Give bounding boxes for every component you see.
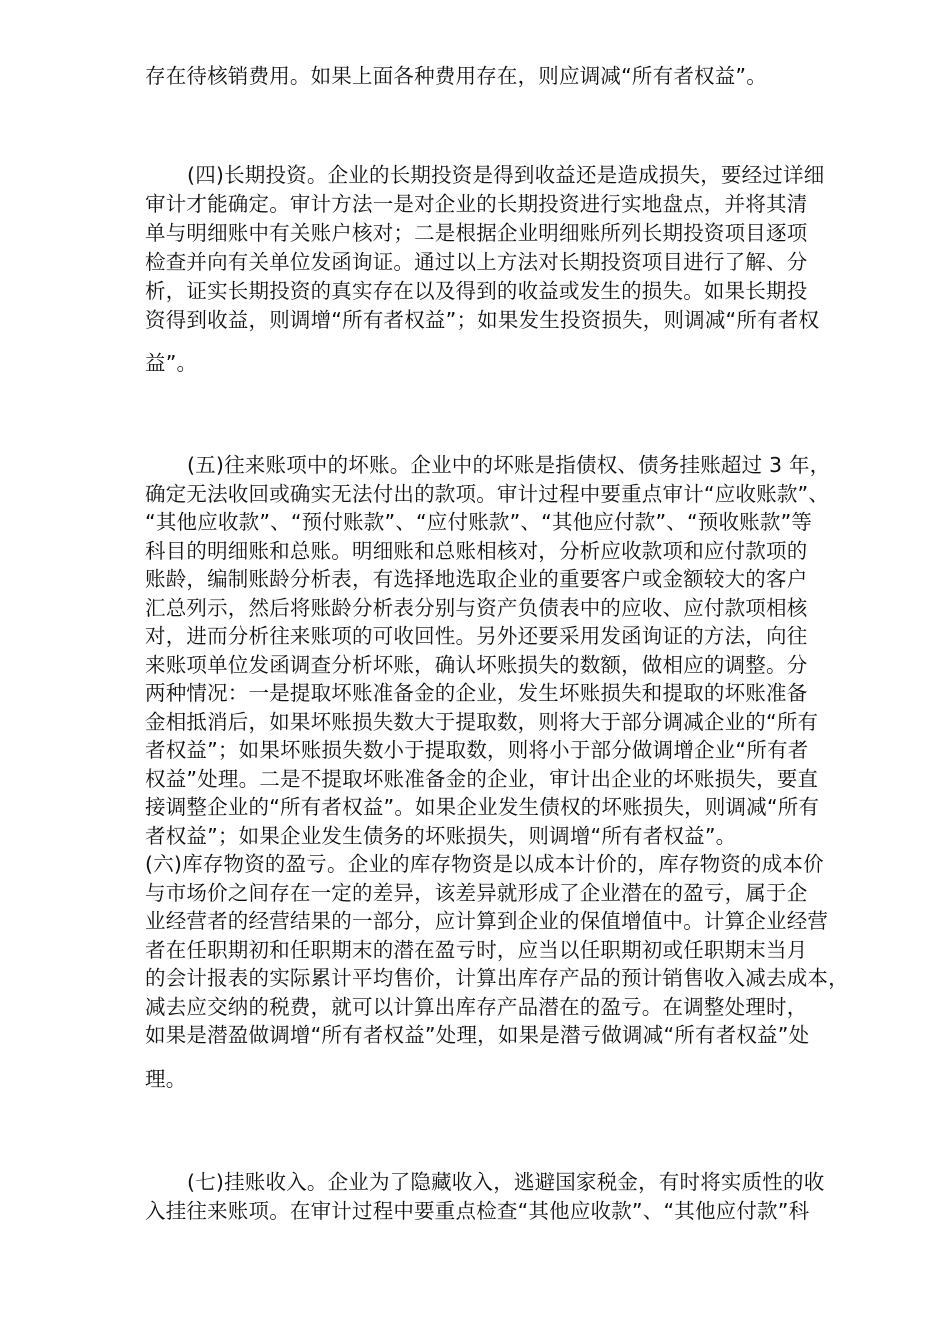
text-line: (六)库存物资的盈亏。企业的库存物资是以成本计价的，库存物资的成本价 (145, 852, 824, 876)
text-line: 金相抵消后，如果坏账损失数大于提取数，则将大于部分调减企业的“所有 (145, 710, 819, 734)
text-line: 析，证实长期投资的真实存在以及得到的收益或发生的损失。如果长期投 (145, 279, 808, 303)
text-line: 者在任职期初和任职期末的潜在盈亏时，应当以任职期初或任职期末当月 (145, 938, 808, 962)
text-line: 接调整企业的“所有者权益”。如果企业发生债权的坏账损失，则调减“所有 (145, 795, 820, 819)
text-line: 单与明细账中有关账户核对；二是根据企业明细账所列长期投资项目逐项 (145, 221, 808, 245)
text-line: 如果是潜盈做调增“所有者权益”处理，如果是潜亏做调减“所有者权益”处 (145, 1023, 810, 1047)
text-line: 科目的明细账和总账。明细账和总账相核对，分析应收款项和应付款项的 (145, 539, 808, 563)
text-line: 者权益”；如果企业发生债务的坏账损失，则调增“所有者权益”。 (145, 824, 737, 848)
text-line: 存在待核销费用。如果上面各种费用存在，则应调减“所有者权益”。 (145, 64, 767, 88)
text-line: 审计才能确定。审计方法一是对企业的长期投资进行实地盘点，并将其清 (145, 192, 808, 216)
text-line: 两种情况：一是提取坏账准备金的企业，发生坏账损失和提取的坏账准备 (145, 681, 808, 705)
text-line: “其他应收款”、“预付账款”、“应付账款”、“其他应付款”、“预收账款”等 (145, 510, 813, 534)
text-line: 汇总列示，然后将账龄分析表分别与资产负债表中的应收、应付款项相核 (145, 596, 808, 620)
text-line: 业经营者的经营结果的一部分，应计算到企业的保值增值中。计算企业经营 (145, 909, 829, 933)
text-line: (五)往来账项中的坏账。企业中的坏账是指债权、债务挂账超过 3 年， (187, 453, 831, 477)
text-line: 与市场价之间存在一定的差异，该差异就形成了企业潜在的盈亏，属于企 (145, 881, 808, 905)
text-line: 来账项单位发函调查分析坏账，确认坏账损失的数额，做相应的调整。分 (145, 653, 808, 677)
text-line: 对，进而分析往来账项的可收回性。另外还要采用发函询证的方法，向往 (145, 624, 808, 648)
text-line: 资得到收益，则调增“所有者权益”；如果发生投资损失，则调减“所有者权 (145, 308, 820, 332)
text-line: (七)挂账收入。企业为了隐藏收入，逃避国家税金，有时将实质性的收 (187, 1170, 825, 1194)
text-line: 理。 (145, 1067, 187, 1091)
text-line: 者权益”；如果坏账损失数小于提取数，则将小于部分做调增企业“所有者 (145, 738, 809, 762)
text-line: 账龄，编制账龄分析表，有选择地选取企业的重要客户或金额较大的客户 (145, 567, 808, 591)
text-line: 减去应交纳的税费，就可以计算出库存产品潜在的盈亏。在调整处理时， (145, 995, 808, 1019)
text-line: 权益”处理。二是不提取坏账准备金的企业，审计出企业的坏账损失，要直 (145, 767, 819, 791)
text-line: (四)长期投资。企业的长期投资是得到收益还是造成损失，要经过详细 (187, 163, 825, 187)
text-line: 的会计报表的实际累计平均售价，计算出库存产品的预计销售收入减去成本， (145, 966, 849, 990)
text-line: 确定无法收回或确实无法付出的款项。审计过程中要重点审计“应收账款”、 (145, 482, 830, 506)
text-line: 入挂往来账项。在审计过程中要重点检查“其他应收款”、“其他应付款”科 (145, 1199, 810, 1223)
text-line: 益”。 (145, 351, 198, 375)
text-line: 检查并向有关单位发函询证。通过以上方法对长期投资项目进行了解、分 (145, 250, 808, 274)
